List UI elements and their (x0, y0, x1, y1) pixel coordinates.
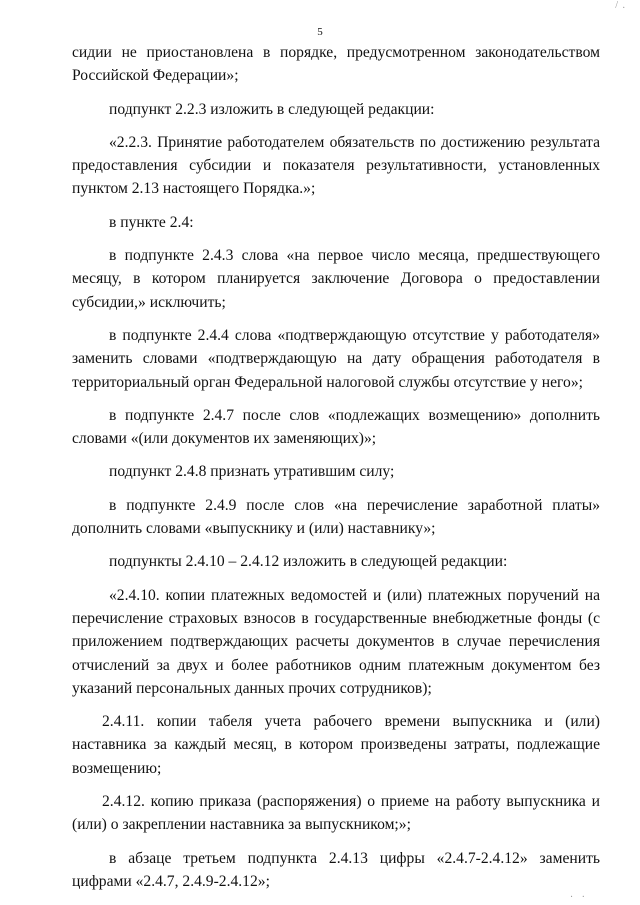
paragraph-subitem-2-4-7: в подпункте 2.4.7 после слов «подлежащих возмещению» дополнить словами «(или документов их заменяющих)»; (72, 406, 600, 448)
paragraph-subitem-2-4-9: в подпункте 2.4.9 после слов «на перечисление заработной платы» дополнить словами «выпускнику и (или) наставнику»; (72, 496, 600, 538)
paragraph-subitem-2-2-3: подпункт 2.2.3 изложить в следующей редакции: (109, 100, 435, 118)
page-number: 5 (317, 26, 323, 38)
paragraph-quote-2-2-3: «2.2.3. Принятие работодателем обязательств по достижению результата предоставления субсидии и показателя результативности, установленных пунктом 2.13 настоящего Порядка.»; (72, 133, 600, 198)
paragraph-quote-2-4-12: 2.4.12. копию приказа (распоряжения) о приеме на работу выпускника и (или) о закреплении наставника за выпускником;»; (72, 793, 600, 834)
paragraph-continuation: сидии не приостановлена в порядке, предусмотренном законодательством Российской Федерации»; (72, 44, 600, 85)
paragraph-subitem-2-4-13: в абзаце третьем подпункта 2.4.13 цифры «2.4.7-2.4.12» заменить цифрами «2.4.7, 2.4.9-2.4.12»; (72, 849, 600, 890)
paragraph-subitem-2-4-8: подпункт 2.4.8 признать утратившим силу; (109, 463, 395, 481)
paragraph-item-2-4: в пункте 2.4: (109, 213, 194, 231)
paragraph-subitems-2-4-10-12: подпункты 2.4.10 – 2.4.12 изложить в следующей редакции: (109, 553, 508, 571)
scan-corner-mark: / . (615, 0, 626, 11)
document-body (72, 41, 600, 903)
paragraph-quote-2-4-11: 2.4.11. копии табеля учета рабочего времени выпускника и (или) наставника за каждый месяц, в котором произведены затраты, подлежащие возмещению; (72, 713, 600, 777)
paragraph-subitem-2-4-4: в подпункте 2.4.4 слова «подтверждающую отсутствие у работодателя» заменить словами «подтверждающую на дату обращения работодателя в территориальный орган Федеральной налоговой службы отсутствие у него»; (72, 326, 600, 391)
paragraph-subitem-2-4-3: в подпункте 2.4.3 слова «на первое число месяца, предшествующего месяцу, в котором планируется заключение Договора о предоставлении субсидии,» исключить; (72, 247, 600, 311)
paragraph-quote-2-4-10: «2.4.10. копии платежных ведомостей и (или) платежных поручений на перечисление страховых взносов в государственные внебюджетные фонды (с приложением подтверждающих расчеты документов в случае перечисления отчислений за двух и более работников одним платежным документом без указаний персональных данных прочих сотрудников); (72, 586, 600, 697)
scan-bottom-mark: · · (569, 892, 588, 903)
